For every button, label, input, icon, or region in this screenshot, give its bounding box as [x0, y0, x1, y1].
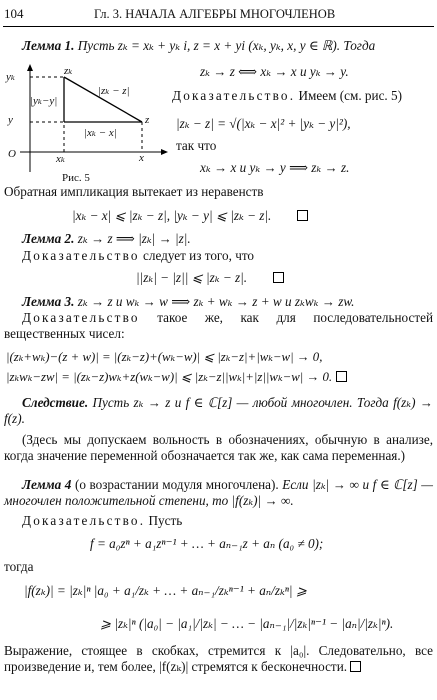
reverse-formula-line [72, 208, 308, 224]
lemma4-conclusion: Выражение, стоящее в скобках, стремится к |a₀|. Следовательно, все произведение и, тем более, |f(zₖ)| стремятся к бесконечности. [4, 643, 433, 675]
qed-box [336, 371, 347, 382]
fig-box-x: |xₖ − x| [84, 127, 117, 139]
lemma2-title: Лемма 2. [22, 231, 75, 246]
lemma1-implication: xₖ → x и yₖ → y ⟹ zₖ → z. [200, 160, 350, 175]
lemma2-proof-text: следует из того, что [143, 248, 255, 263]
lemma3-formula2-line [6, 370, 347, 385]
lemma3-title: Лемма 3. [22, 294, 75, 309]
lemma3-proof-label: Доказательство [22, 310, 140, 325]
fig-box-y: |yₖ−y| [30, 95, 58, 107]
lemma3-proof-text: такое же, как для последовательностей вещественных чисел: [4, 310, 434, 342]
lemma1-proof-line [172, 88, 402, 104]
lemma1-title: Лемма 1. [22, 38, 75, 53]
lemma3-line [22, 294, 354, 310]
lemma1-so-that: так что [176, 138, 217, 153]
header-rule [3, 26, 434, 27]
lemma3-formula2: |zₖwₖ−zw| = |(zₖ−z)wₖ+z(wₖ−w)| ⩽ |zₖ−z||wₖ|+|z||wₖ−w| → 0. [6, 370, 333, 384]
lemma4-then: тогда [4, 559, 34, 574]
fig-label-xk: xₖ [56, 153, 65, 165]
corollary-title: Следствие. [22, 395, 89, 410]
lemma4-ineq2: ⩾ |zₖ|ⁿ (|a₀| − |a₁|/|zₖ| − … − |aₙ₋₁|/|zₖ|ⁿ⁻¹ − |aₙ|/|zₖ|ⁿ). [100, 616, 394, 631]
lemma1-proof-text: Имеем (см. рис. 5) [298, 88, 403, 103]
lemma2-proof-line [22, 248, 254, 264]
lemma4-poly: f = a₀zⁿ + a₁zⁿ⁻¹ + … + aₙ₋₁z + aₙ (a₀ ≠ 0); [90, 536, 324, 551]
lemma2-statement: zₖ → z ⟹ |zₖ| → |z|. [77, 231, 191, 246]
lemma1-formula-abs: |zₖ − z| = √(|xₖ − x|² + |yₖ − y|²), [176, 116, 351, 131]
reverse-formula: |xₖ − x| ⩽ |zₖ − z|, |yₖ − y| ⩽ |zₖ − z|. [72, 208, 272, 223]
corollary-note: (Здесь мы допускаем вольность в обозначениях, обычную в анализе, когда значение переменной обозначается так же, как сама переменная.) [4, 432, 433, 464]
figure-caption: Рис. 5 [62, 172, 90, 184]
fig-label-yk: yₖ [6, 71, 15, 83]
corollary-block [4, 395, 433, 427]
lemma2-line [22, 231, 191, 247]
fig-label-y: y [8, 114, 13, 126]
lemma3-proof [4, 310, 433, 342]
lemma4-block [4, 477, 433, 509]
lemma1-line [22, 38, 375, 54]
lemma2-formula: ||zₖ| − |z|| ⩽ |zₖ − z|. [136, 270, 248, 285]
lemma4-proof-line [22, 513, 182, 529]
lemma1-statement: Пусть zₖ = xₖ + yₖ i, z = x + yi (xₖ, yₖ, x, y ∈ ℝ). Тогда [77, 38, 376, 53]
qed-box [297, 210, 308, 221]
lemma4-title: Лемма 4 [22, 477, 72, 492]
lemma4-statement: Если |zₖ| → ∞ и f ∈ ℂ[z] — многочлен положительной степени, то |f(zₖ)| → ∞. [4, 477, 434, 509]
lemma3-formula1: |(zₖ+wₖ)−(z + w)| = |(zₖ−z)+(wₖ−w)| ⩽ |zₖ−z|+|wₖ−w| → 0, [6, 350, 323, 364]
corollary-statement: Пусть zₖ → z и f ∈ ℂ[z] — любой многочлен. Тогда f(zₖ) → f(z). [4, 395, 433, 427]
lemma4-proof-label: Доказательство. [22, 513, 146, 528]
reverse-text: Обратная импликация вытекает из неравенств [4, 184, 264, 199]
fig-label-z: z [145, 114, 150, 126]
fig-box-z: |zₖ − z| [98, 85, 130, 97]
fig-label-x: x [139, 152, 144, 164]
fig-label-origin: O [8, 148, 16, 160]
lemma4-paren: (о возрастании модуля многочлена). [74, 477, 279, 492]
lemma2-formula-line [136, 270, 284, 286]
lemma3-statement: zₖ → z и wₖ → w ⟹ zₖ + wₖ → z + w и zₖwₖ → zw. [77, 294, 355, 309]
lemma2-proof-label: Доказательство [22, 248, 140, 263]
qed-box [273, 272, 284, 283]
lemma4-ineq1: |f(zₖ)| = |zₖ|ⁿ |a₀ + a₁/zₖ + … + aₙ₋₁/zₖⁿ⁻¹ + aₙ/zₖⁿ| ⩾ [24, 583, 307, 598]
lemma1-equiv: zₖ → z ⟺ xₖ → x и yₖ → y. [200, 64, 349, 79]
page-number: 104 [4, 6, 24, 21]
lemma4-conclusion-block [4, 643, 433, 675]
qed-box [350, 661, 361, 672]
lemma1-proof-label: Доказательство. [172, 88, 296, 103]
lemma4-proof-text: Пусть [148, 513, 183, 528]
running-title: Гл. 3. НАЧАЛА АЛГЕБРЫ МНОГОЧЛЕНОВ [94, 7, 336, 21]
fig-label-zk: zₖ [64, 65, 73, 77]
